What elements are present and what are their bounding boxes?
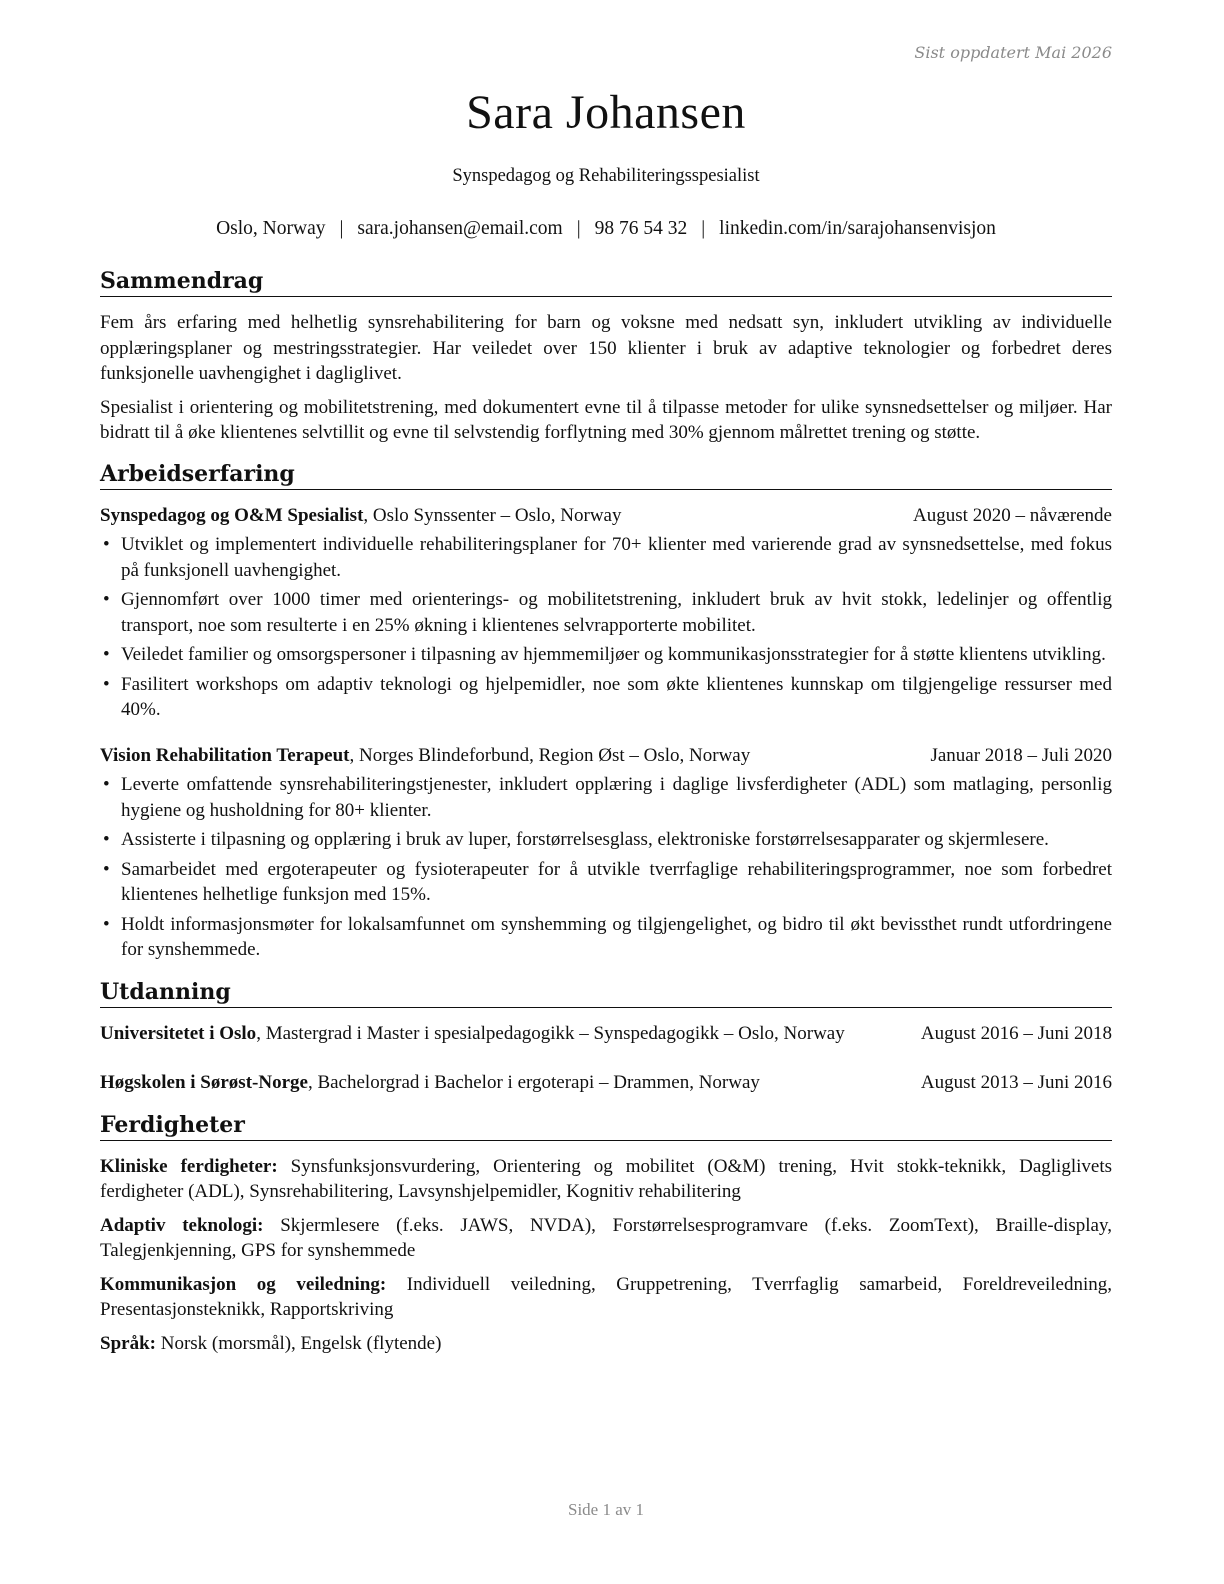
bullet-item (100, 912, 1112, 963)
job-dates: Januar 2018 – Juli 2020 (930, 744, 1112, 766)
section-title-education: Utdanning (100, 977, 1112, 1008)
bullet-text: Fasilitert workshops om adaptiv teknologi og hjelpemidler, noe som økte klientenes kunnskap om tilgjengelige ressurser med 40%. (121, 673, 1112, 720)
bullet-item (100, 672, 1112, 723)
bullet-icon: • (103, 774, 110, 795)
experience-section (100, 459, 1112, 963)
education-entry (100, 1021, 1112, 1047)
last-updated: Sist oppdatert Mai 2026 (914, 43, 1112, 62)
headline: Synspedagog og Rehabiliteringsspesialist (452, 166, 760, 186)
bullet-text: Holdt informasjonsmøter for lokalsamfunnet om synshemming og tilgjengelighet, og bidro til økt bevissthet rundt utfordringene for synshemmede. (121, 913, 1112, 960)
contact-line (100, 218, 1112, 240)
skill-group (100, 1213, 1112, 1264)
bullet-text: Samarbeidet med ergoterapeuter og fysioterapeuter for å utvikle tverrfaglige rehabiliteringsprogrammer, noe som forbedret klientenes helhetlige funksjon med 15%. (121, 858, 1112, 905)
job-header (100, 503, 1112, 529)
job-organization: , Norges Blindeforbund, Region Øst – Oslo, Norway (349, 744, 751, 766)
skill-value: Individuell veiledning, Gruppetrening, Tverrfaglig samarbeid, Foreldreveiledning, Presentasjonsteknikk, Rapportskriving (100, 1273, 1112, 1320)
job-role: Synspedagog og O&M Spesialist (100, 504, 364, 526)
section-title-experience: Arbeidserfaring (100, 459, 1112, 490)
job-entry (100, 503, 1112, 723)
bullet-text: Assisterte i tilpasning og opplæring i bruk av luper, forstørrelsesglass, elektroniske forstørrelsesapparater og skjermlesere. (121, 829, 1049, 850)
job-bullets (100, 532, 1112, 723)
bullet-icon: • (103, 913, 110, 935)
job-role: Vision Rehabilitation Terapeut (100, 744, 350, 766)
bullet-icon: • (103, 829, 110, 850)
bullet-text: Veiledet familier og omsorgspersoner i tilpasning av hjemmemiljøer og kommunikasjonsstrategier for å støtte klientens utvikling. (121, 644, 1106, 665)
bullet-item (100, 642, 1112, 668)
bullet-icon: • (103, 534, 110, 555)
bullet-item (100, 532, 1112, 583)
contact-separator: | (576, 218, 581, 239)
bullet-item (100, 587, 1112, 638)
section-title-skills: Ferdigheter (100, 1110, 1112, 1141)
education-dates: August 2013 – Juni 2016 (920, 1072, 1112, 1093)
skill-group (100, 1154, 1112, 1205)
education-detail: , Bachelorgrad i Bachelor i ergoterapi – Drammen, Norway (307, 1072, 760, 1093)
job-dates: August 2020 – nåværende (913, 504, 1112, 526)
resume-content (100, 266, 1112, 1364)
contact-linkedin[interactable]: linkedin.com/in/sarajohansenvisjon (719, 218, 996, 239)
skill-label: Adaptiv teknologi: (100, 1214, 264, 1236)
job-bullets (100, 772, 1112, 963)
bullet-text: Leverte omfattende synsrehabiliteringstjenester, inkludert opplæring i daglige livsferdigheter (ADL) som matlaging, personlig hygiene og husholdning for 80+ klienter. (121, 774, 1112, 821)
education-section (100, 977, 1112, 1096)
page-footer: Side 1 av 1 (567, 1500, 645, 1519)
skill-label: Kommunikasjon og veiledning: (100, 1273, 387, 1295)
summary-paragraph: Spesialist i orientering og mobilitetstrening, med dokumentert evne til å tilpasse metoder for ulike synsnedsettelser og miljøer. Har bidratt til å øke klientenes selvtillit og evne til selvstendig forflytning med 30% gjennom målrettet trening og støtte. (100, 396, 1112, 443)
skill-value: Skjermlesere (f.eks. JAWS, NVDA), Forstørrelsesprogramvare (f.eks. ZoomText), Braille-display, Talegjenkjenning, GPS for synshemmede (100, 1214, 1112, 1261)
education-entry (100, 1070, 1112, 1096)
person-name: Sara Johansen (466, 86, 746, 139)
education-school: Universitetet i Oslo (100, 1022, 257, 1044)
bullet-icon: • (103, 673, 110, 695)
bullet-text: Gjennomført over 1000 timer med orienterings- og mobilitetstrening, inkludert bruk av hvit stokk, ledelinjer og offentlig transport, noe som resulterte i en 25% økning i klientenes selvrapporterte mobilitet. (121, 589, 1112, 636)
bullet-icon: • (103, 858, 110, 880)
education-school: Høgskolen i Sørøst-Norge (100, 1072, 308, 1093)
section-title-summary: Sammendrag (100, 266, 1112, 297)
contact-location: Oslo, Norway (216, 218, 326, 239)
bullet-icon: • (103, 589, 110, 610)
contact-separator: | (339, 218, 344, 239)
bullet-item (100, 827, 1112, 853)
education-dates: August 2016 – Juni 2018 (920, 1022, 1112, 1044)
summary-paragraph: Fem års erfaring med helhetlig synsrehabilitering for barn og voksne med nedsatt syn, inkludert utvikling av individuelle opplæringsplaner og mestringsstrategier. Har veiledet over 150 klienter i bruk av adaptive teknologier og forbedret deres funksjonelle uavhengighet i dagliglivet. (100, 312, 1112, 384)
bullet-item (100, 857, 1112, 908)
skill-value: Norsk (morsmål), Engelsk (flytende) (155, 1332, 442, 1354)
skill-group (100, 1331, 1112, 1357)
bullet-icon: • (103, 644, 110, 665)
skill-label: Kliniske ferdigheter: (100, 1155, 278, 1177)
job-organization: , Oslo Synssenter – Oslo, Norway (363, 504, 622, 526)
skill-label: Språk: (100, 1332, 156, 1354)
education-detail: , Mastergrad i Master i spesialpedagogikk – Synspedagogikk – Oslo, Norway (256, 1022, 845, 1044)
contact-phone: 98 76 54 32 (594, 218, 688, 239)
contact-separator: | (701, 218, 706, 239)
contact-email[interactable]: sara.johansen@email.com (357, 218, 563, 239)
resume-page (100, 0, 1112, 1584)
bullet-text: Utviklet og implementert individuelle rehabiliteringsplaner for 70+ klienter med varierende grad av synsnedsettelse, med fokus på funksjonell uavhengighet. (121, 534, 1112, 581)
summary-section (100, 266, 1112, 446)
skill-group (100, 1272, 1112, 1323)
job-header (100, 743, 1112, 769)
skill-value: Synsfunksjonsvurdering, Orientering og mobilitet (O&M) trening, Hvit stokk-teknikk, Dagliglivets ferdigheter (ADL), Synsrehabilitering, Lavsynshjelpemidler, Kognitiv rehabilitering (100, 1155, 1112, 1202)
job-entry (100, 743, 1112, 963)
bullet-item (100, 772, 1112, 823)
skills-section (100, 1110, 1112, 1357)
